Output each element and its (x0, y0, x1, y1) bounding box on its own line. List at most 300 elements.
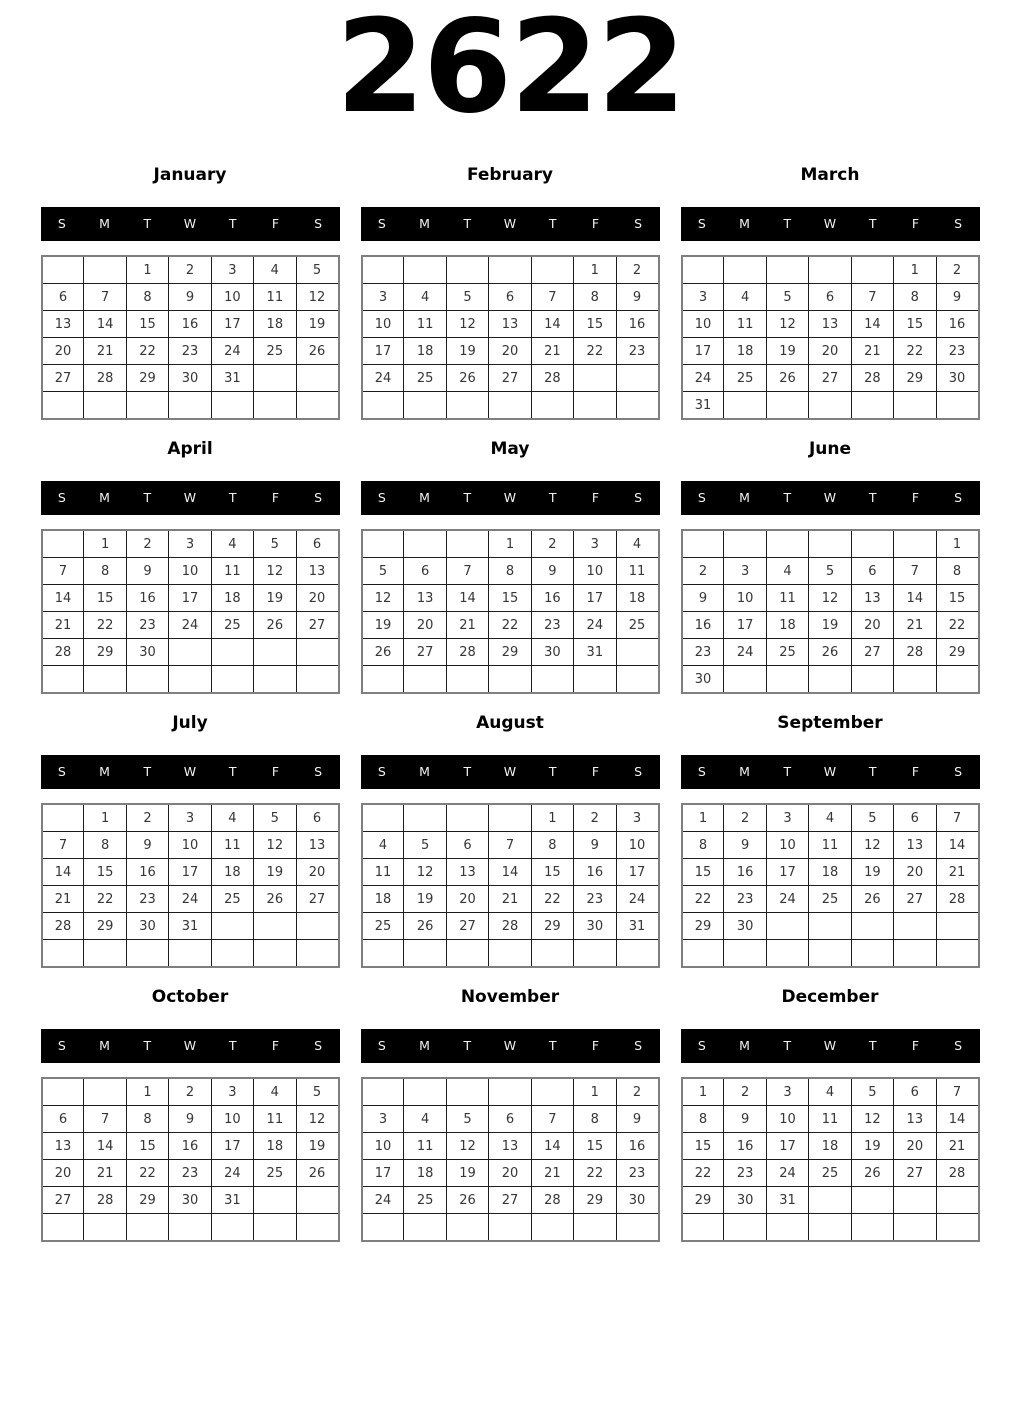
day-cell: 10 (211, 1106, 253, 1133)
day-cell (42, 666, 84, 694)
day-cell: 19 (254, 859, 296, 886)
weekday-label: F (911, 1038, 920, 1053)
day-cell: 24 (724, 639, 766, 666)
day-cell: 11 (254, 1106, 296, 1133)
day-cell: 16 (169, 311, 211, 338)
day-cell (894, 530, 936, 558)
day-cell (682, 256, 724, 284)
weekday-label: S (314, 216, 323, 231)
day-cell: 17 (574, 585, 616, 612)
day-cell: 25 (724, 365, 766, 392)
day-cell: 6 (489, 284, 531, 311)
day-cell: 1 (574, 1078, 616, 1106)
day-cell (851, 256, 893, 284)
day-cell: 11 (809, 1106, 851, 1133)
week-row (42, 913, 339, 940)
weekday-label: T (868, 764, 877, 779)
day-cell: 14 (894, 585, 936, 612)
day-cell: 13 (296, 558, 338, 585)
day-cell: 8 (531, 832, 573, 859)
day-cell: 28 (851, 365, 893, 392)
day-cell: 3 (616, 804, 658, 832)
day-cell: 24 (766, 886, 808, 913)
day-cell: 24 (362, 1187, 404, 1214)
day-cell (531, 1078, 573, 1106)
week-row (362, 913, 659, 940)
day-cell: 13 (489, 1133, 531, 1160)
day-cell: 16 (616, 311, 658, 338)
day-cell: 10 (169, 558, 211, 585)
week-row (362, 940, 659, 968)
weekday-label: M (99, 1038, 110, 1053)
day-cell: 30 (724, 1187, 766, 1214)
day-cell: 18 (254, 311, 296, 338)
weekday-label: S (634, 216, 643, 231)
day-cell (296, 1187, 338, 1214)
weekday-label: M (739, 216, 750, 231)
day-cell: 22 (489, 612, 531, 639)
day-cell (84, 940, 126, 968)
day-cell: 25 (254, 1160, 296, 1187)
day-cell: 27 (894, 1160, 936, 1187)
week-row (362, 392, 659, 420)
day-cell: 22 (574, 1160, 616, 1187)
day-cell (489, 804, 531, 832)
day-cell: 14 (531, 1133, 573, 1160)
day-cell (404, 804, 446, 832)
day-cell: 27 (446, 913, 488, 940)
day-cell: 12 (766, 311, 808, 338)
day-cell: 1 (531, 804, 573, 832)
weekday-label: S (377, 764, 386, 779)
day-cell: 26 (766, 365, 808, 392)
weekday-label: T (143, 764, 152, 779)
day-cell (766, 392, 808, 420)
day-cell (809, 530, 851, 558)
week-row (42, 1214, 339, 1242)
day-cell (574, 666, 616, 694)
month-title: February (466, 165, 554, 185)
day-cell (574, 1214, 616, 1242)
day-cell: 11 (362, 859, 404, 886)
day-cell: 20 (446, 886, 488, 913)
week-row (362, 338, 659, 365)
week-row (362, 886, 659, 913)
calendar-table (361, 803, 660, 968)
week-row (362, 612, 659, 639)
weekday-label: F (591, 1038, 600, 1053)
day-cell: 24 (362, 365, 404, 392)
day-cell: 7 (84, 284, 126, 311)
weekday-header-bar (681, 1029, 980, 1063)
week-row (682, 832, 979, 859)
week-row (682, 585, 979, 612)
day-cell (851, 530, 893, 558)
day-cell (616, 365, 658, 392)
day-cell: 24 (616, 886, 658, 913)
week-row (682, 666, 979, 694)
day-cell: 28 (936, 1160, 978, 1187)
week-row (362, 1187, 659, 1214)
day-cell: 5 (809, 558, 851, 585)
day-cell (851, 666, 893, 694)
day-cell (362, 666, 404, 694)
day-cell (446, 666, 488, 694)
day-cell: 20 (296, 585, 338, 612)
week-row (42, 256, 339, 284)
day-cell: 9 (169, 1106, 211, 1133)
month-title: November (460, 987, 560, 1007)
day-cell (446, 804, 488, 832)
day-cell (42, 940, 84, 968)
day-cell: 30 (936, 365, 978, 392)
day-cell (766, 530, 808, 558)
day-cell: 6 (851, 558, 893, 585)
day-cell: 25 (254, 338, 296, 365)
day-cell: 28 (531, 1187, 573, 1214)
week-row (42, 612, 339, 639)
weekday-header-bar (681, 481, 980, 515)
day-cell: 2 (574, 804, 616, 832)
week-row (42, 666, 339, 694)
weekday-label: S (314, 1038, 323, 1053)
day-cell: 2 (936, 256, 978, 284)
day-cell (766, 666, 808, 694)
week-row (42, 530, 339, 558)
months-grid (41, 165, 980, 1242)
day-cell (446, 1214, 488, 1242)
day-cell: 1 (126, 1078, 168, 1106)
day-cell: 29 (489, 639, 531, 666)
day-cell: 16 (682, 612, 724, 639)
weekday-label: T (548, 216, 557, 231)
weekday-header-bar (681, 207, 980, 241)
day-cell: 13 (446, 859, 488, 886)
day-cell: 3 (362, 284, 404, 311)
day-cell (489, 940, 531, 968)
day-cell (84, 392, 126, 420)
day-cell: 24 (574, 612, 616, 639)
day-cell (211, 639, 253, 666)
day-cell: 20 (894, 859, 936, 886)
day-cell: 9 (616, 284, 658, 311)
day-cell: 4 (254, 256, 296, 284)
day-cell: 28 (446, 639, 488, 666)
week-row (362, 1106, 659, 1133)
weekday-label: F (591, 490, 600, 505)
day-cell: 3 (169, 804, 211, 832)
day-cell: 9 (126, 832, 168, 859)
week-row (682, 886, 979, 913)
day-cell (936, 1214, 978, 1242)
weekday-label: T (868, 1038, 877, 1053)
day-cell: 3 (169, 530, 211, 558)
weekday-label: W (823, 764, 837, 779)
day-cell (574, 365, 616, 392)
day-cell: 5 (404, 832, 446, 859)
weekday-label: F (271, 1038, 280, 1053)
day-cell (616, 666, 658, 694)
day-cell: 27 (809, 365, 851, 392)
day-cell: 18 (809, 1133, 851, 1160)
week-row (682, 338, 979, 365)
day-cell: 19 (851, 1133, 893, 1160)
weekday-label: F (911, 490, 920, 505)
day-cell: 2 (724, 1078, 766, 1106)
day-cell: 17 (362, 1160, 404, 1187)
day-cell: 24 (682, 365, 724, 392)
day-cell: 9 (936, 284, 978, 311)
day-cell: 3 (682, 284, 724, 311)
month-title: July (172, 713, 208, 733)
day-cell (489, 666, 531, 694)
day-cell: 14 (531, 311, 573, 338)
week-row (362, 1133, 659, 1160)
day-cell (404, 530, 446, 558)
weekday-label: S (314, 764, 323, 779)
day-cell: 18 (766, 612, 808, 639)
calendar-table (681, 255, 980, 420)
day-cell: 12 (809, 585, 851, 612)
day-cell (724, 666, 766, 694)
day-cell: 8 (682, 832, 724, 859)
week-row (362, 365, 659, 392)
day-cell (254, 1187, 296, 1214)
day-cell: 30 (169, 1187, 211, 1214)
calendar-table (41, 529, 340, 694)
day-cell: 16 (126, 585, 168, 612)
week-row (42, 832, 339, 859)
day-cell: 25 (809, 886, 851, 913)
day-cell: 27 (42, 1187, 84, 1214)
weekday-label: M (419, 490, 430, 505)
day-cell: 18 (211, 859, 253, 886)
day-cell (936, 1187, 978, 1214)
day-cell: 6 (894, 1078, 936, 1106)
day-cell (489, 1078, 531, 1106)
day-cell: 13 (42, 1133, 84, 1160)
weekday-label: M (99, 216, 110, 231)
day-cell: 7 (531, 284, 573, 311)
day-cell: 23 (126, 886, 168, 913)
day-cell: 8 (682, 1106, 724, 1133)
day-cell: 11 (809, 832, 851, 859)
week-row (682, 859, 979, 886)
day-cell: 5 (254, 804, 296, 832)
weekday-label: S (697, 490, 706, 505)
day-cell: 29 (574, 1187, 616, 1214)
day-cell (851, 392, 893, 420)
day-cell: 22 (894, 338, 936, 365)
day-cell: 31 (211, 1187, 253, 1214)
day-cell: 2 (682, 558, 724, 585)
weekday-label: W (823, 216, 837, 231)
day-cell: 2 (126, 530, 168, 558)
weekday-label: W (823, 1038, 837, 1053)
day-cell: 2 (616, 1078, 658, 1106)
day-cell: 18 (809, 859, 851, 886)
day-cell: 22 (84, 886, 126, 913)
week-row (362, 585, 659, 612)
day-cell (809, 1214, 851, 1242)
day-cell (489, 1214, 531, 1242)
day-cell: 14 (84, 311, 126, 338)
month-block-november (361, 987, 660, 1242)
week-row (682, 1187, 979, 1214)
day-cell: 22 (126, 338, 168, 365)
day-cell (169, 666, 211, 694)
weekday-label: S (57, 1038, 66, 1053)
week-row (362, 284, 659, 311)
day-cell (724, 530, 766, 558)
weekday-header-bar (41, 481, 340, 515)
calendar-table (41, 803, 340, 968)
day-cell: 10 (682, 311, 724, 338)
day-cell: 7 (489, 832, 531, 859)
day-cell: 4 (809, 804, 851, 832)
day-cell (446, 392, 488, 420)
day-cell: 1 (682, 804, 724, 832)
day-cell: 26 (254, 612, 296, 639)
day-cell: 17 (169, 859, 211, 886)
day-cell: 29 (126, 365, 168, 392)
day-cell (362, 940, 404, 968)
day-cell (211, 940, 253, 968)
day-cell (296, 1214, 338, 1242)
day-cell: 17 (766, 859, 808, 886)
day-cell: 27 (489, 365, 531, 392)
weekday-label: S (634, 764, 643, 779)
weekday-label: W (183, 1038, 197, 1053)
day-cell (446, 1078, 488, 1106)
weekday-label: W (503, 1038, 517, 1053)
weekday-header-bar (681, 755, 980, 789)
day-cell (211, 666, 253, 694)
month-title: August (476, 713, 544, 733)
month-title: April (167, 439, 213, 459)
day-cell: 4 (616, 530, 658, 558)
day-cell: 14 (936, 1106, 978, 1133)
day-cell: 28 (894, 639, 936, 666)
day-cell (254, 666, 296, 694)
day-cell: 23 (126, 612, 168, 639)
day-cell: 4 (724, 284, 766, 311)
day-cell: 16 (724, 859, 766, 886)
day-cell (724, 1214, 766, 1242)
day-cell: 12 (362, 585, 404, 612)
day-cell (809, 256, 851, 284)
week-row (362, 530, 659, 558)
weekday-label: M (419, 764, 430, 779)
month-block-august (361, 713, 660, 968)
day-cell: 11 (254, 284, 296, 311)
week-row (682, 940, 979, 968)
weekday-label: T (463, 216, 472, 231)
day-cell: 6 (489, 1106, 531, 1133)
day-cell (489, 392, 531, 420)
day-cell: 9 (574, 832, 616, 859)
weekday-label: T (868, 490, 877, 505)
day-cell (404, 256, 446, 284)
day-cell: 27 (894, 886, 936, 913)
day-cell: 5 (362, 558, 404, 585)
year-title: 2622 (335, 0, 685, 142)
day-cell: 13 (894, 832, 936, 859)
day-cell: 5 (446, 1106, 488, 1133)
weekday-header-bar (361, 207, 660, 241)
week-row (42, 1187, 339, 1214)
weekday-label: F (911, 216, 920, 231)
day-cell: 8 (126, 284, 168, 311)
day-cell: 31 (574, 639, 616, 666)
day-cell (84, 256, 126, 284)
day-cell: 26 (254, 886, 296, 913)
day-cell (616, 1214, 658, 1242)
weekday-label: S (634, 490, 643, 505)
weekday-label: M (99, 764, 110, 779)
day-cell: 19 (296, 311, 338, 338)
week-row (42, 585, 339, 612)
day-cell (724, 256, 766, 284)
day-cell: 7 (851, 284, 893, 311)
day-cell: 22 (574, 338, 616, 365)
day-cell: 3 (211, 1078, 253, 1106)
day-cell: 18 (404, 1160, 446, 1187)
day-cell (296, 365, 338, 392)
day-cell: 21 (489, 886, 531, 913)
day-cell (126, 940, 168, 968)
day-cell (84, 666, 126, 694)
weekday-label: W (823, 490, 837, 505)
weekday-label: S (377, 490, 386, 505)
day-cell: 14 (851, 311, 893, 338)
weekday-label: T (548, 1038, 557, 1053)
weekday-label: W (183, 490, 197, 505)
day-cell: 28 (84, 1187, 126, 1214)
day-cell: 4 (362, 832, 404, 859)
day-cell: 19 (254, 585, 296, 612)
day-cell (362, 392, 404, 420)
week-row (682, 311, 979, 338)
week-row (42, 338, 339, 365)
month-block-june (681, 439, 980, 694)
day-cell (169, 639, 211, 666)
weekday-label: M (739, 764, 750, 779)
day-cell (296, 392, 338, 420)
day-cell: 17 (766, 1133, 808, 1160)
day-cell (254, 1214, 296, 1242)
day-cell: 14 (42, 859, 84, 886)
weekday-label: S (697, 764, 706, 779)
day-cell: 1 (894, 256, 936, 284)
weekday-label: S (634, 1038, 643, 1053)
day-cell: 25 (809, 1160, 851, 1187)
day-cell (851, 913, 893, 940)
day-cell: 16 (531, 585, 573, 612)
day-cell (211, 913, 253, 940)
day-cell: 23 (936, 338, 978, 365)
day-cell: 21 (42, 612, 84, 639)
day-cell (766, 913, 808, 940)
day-cell: 2 (169, 256, 211, 284)
day-cell (404, 666, 446, 694)
month-block-october (41, 987, 340, 1242)
day-cell: 7 (42, 558, 84, 585)
day-cell: 15 (126, 311, 168, 338)
day-cell: 8 (574, 1106, 616, 1133)
week-row (682, 612, 979, 639)
day-cell: 20 (296, 859, 338, 886)
